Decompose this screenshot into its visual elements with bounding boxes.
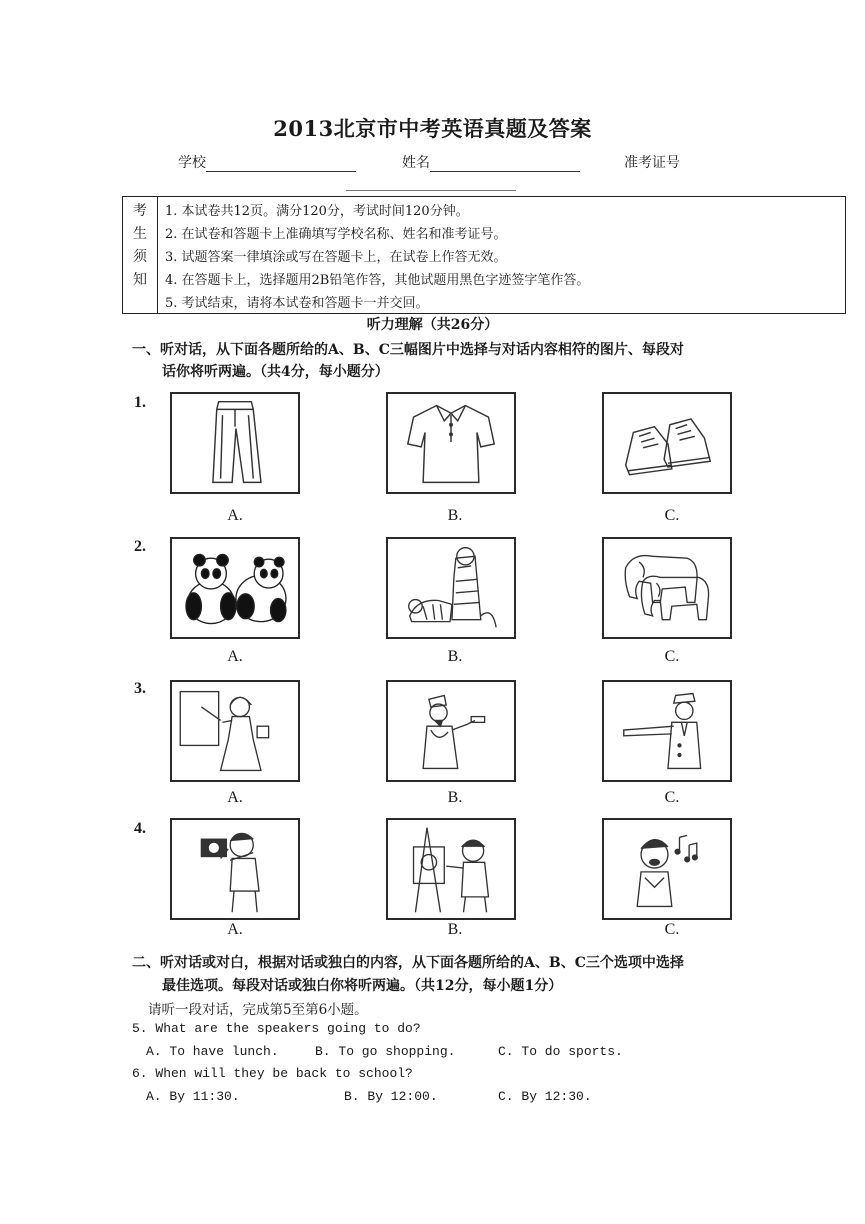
question-number: 4. <box>134 820 146 837</box>
option-label: A. <box>227 921 243 938</box>
picture-option-4b[interactable] <box>386 818 516 920</box>
name-label: 姓名 <box>402 155 430 171</box>
trousers-icon <box>172 394 298 492</box>
notice-rule: 1. 本试卷共12页。满分120分，考试时间120分钟。 <box>165 204 469 219</box>
option-label: C. <box>664 921 680 938</box>
notice-side-char: 须 <box>133 249 147 265</box>
question-number: 2. <box>134 538 146 555</box>
picture-option-3c[interactable] <box>602 680 732 782</box>
painting-boy-icon <box>388 820 514 918</box>
question-stem: 5. What are the speakers going to do? <box>132 1021 421 1036</box>
notice-side-char: 生 <box>133 226 147 242</box>
name-blank[interactable] <box>430 156 580 172</box>
question-number: 3. <box>134 680 146 697</box>
answer-option[interactable]: C. To do sports. <box>498 1044 623 1059</box>
school-label: 学校 <box>178 155 206 171</box>
option-label: C. <box>664 648 680 665</box>
part2-heading: 二、听对话或对白，根据对话或独白的内容，从下面各题所给的A、B、C三个选项中选择 <box>132 955 684 971</box>
pandas-icon <box>172 539 298 637</box>
picture-option-4a[interactable] <box>170 818 300 920</box>
option-label: C. <box>664 789 680 806</box>
picture-option-4c[interactable] <box>602 818 732 920</box>
exam-id-blank[interactable] <box>346 190 516 191</box>
picture-option-3b[interactable] <box>386 680 516 782</box>
picture-option-1a[interactable] <box>170 392 300 494</box>
picture-option-1b[interactable] <box>386 392 516 494</box>
notice-side-label <box>123 197 158 313</box>
picture-option-2b[interactable] <box>386 537 516 639</box>
answer-option[interactable]: C. By 12:30. <box>498 1089 592 1104</box>
picture-option-2a[interactable] <box>170 537 300 639</box>
camera-boy-icon <box>172 820 298 918</box>
section-title: 听力理解（共26分） <box>366 317 499 333</box>
option-label: B. <box>447 648 463 665</box>
singing-boy-icon <box>604 820 730 918</box>
option-label: C. <box>664 507 680 524</box>
option-label: A. <box>227 648 243 665</box>
question-stem: 6. When will they be back to school? <box>132 1066 413 1081</box>
question-number: 1. <box>134 394 146 411</box>
option-label: B. <box>447 921 463 938</box>
sneakers-icon <box>604 394 730 492</box>
teacher-icon <box>172 682 298 780</box>
notice-side-char: 知 <box>133 272 147 288</box>
school-blank[interactable] <box>206 156 356 172</box>
tigers-icon <box>388 539 514 637</box>
option-label: A. <box>227 789 243 806</box>
picture-option-1c[interactable] <box>602 392 732 494</box>
answer-option[interactable]: B. To go shopping. <box>315 1044 456 1059</box>
option-label: A. <box>227 507 243 524</box>
part2-heading-cont: 最佳选项。每段对话或独白你将听两遍。（共12分，每小题1分） <box>162 978 563 994</box>
picture-option-2c[interactable] <box>602 537 732 639</box>
answer-option[interactable]: A. By 11:30. <box>146 1089 240 1104</box>
elephants-icon <box>604 539 730 637</box>
part2-intro: 请听一段对话，完成第5至第6小题。 <box>148 1002 368 1018</box>
doctor-icon <box>388 682 514 780</box>
exam-id-field <box>624 152 680 172</box>
page-title: 2013北京市中考英语真题及答案 <box>273 116 592 141</box>
option-label: B. <box>447 789 463 806</box>
notice-side-char: 考 <box>133 203 147 219</box>
exam-notice-box <box>122 196 846 314</box>
notice-rule: 4. 在答题卡上，选择题用2B铅笔作答，其他试题用黑色字迹签字笔作答。 <box>165 273 590 288</box>
school-field <box>178 152 356 172</box>
option-label: B. <box>447 507 463 524</box>
picture-option-3a[interactable] <box>170 680 300 782</box>
name-field <box>402 152 580 172</box>
answer-option[interactable]: A. To have lunch. <box>146 1044 279 1059</box>
answer-option[interactable]: B. By 12:00. <box>344 1089 438 1104</box>
part1-heading: 一、听对话，从下面各题所给的A、B、C三幅图片中选择与对话内容相符的图片、每段对 <box>132 342 684 358</box>
part1-heading-cont: 话你将听两遍。（共4分，每小题分） <box>162 364 389 380</box>
shirt-icon <box>388 394 514 492</box>
notice-rule: 2. 在试卷和答题卡上准确填写学校名称、姓名和准考证号。 <box>165 227 507 242</box>
notice-rule: 5. 考试结束，请将本试卷和答题卡一并交回。 <box>165 296 429 311</box>
policewoman-icon <box>604 682 730 780</box>
exam-id-label: 准考证号 <box>624 155 680 171</box>
notice-rule: 3. 试题答案一律填涂或写在答题卡上，在试卷上作答无效。 <box>165 250 507 265</box>
